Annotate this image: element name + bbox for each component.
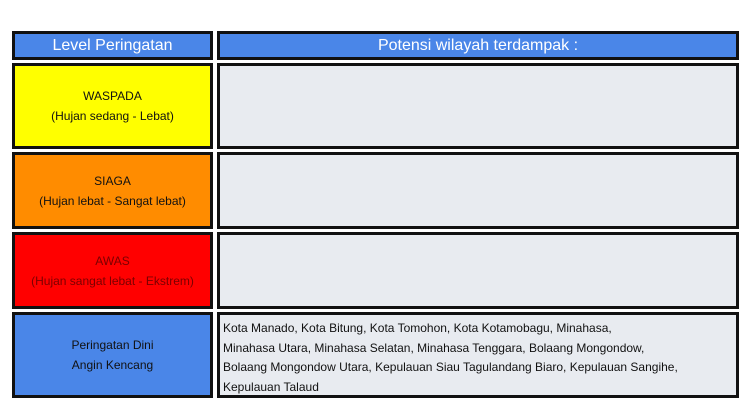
level-cell-waspada	[12, 63, 213, 149]
affected-area-line: Bolaang Mongondow Utara, Kepulauan Siau Tagulandang Biaro, Kepulauan Sangihe,	[223, 360, 678, 374]
level-subtitle: (Hujan sedang - Lebat)	[51, 109, 174, 123]
affected-area-list	[220, 315, 736, 397]
affected-area-line: Minahasa Utara, Minahasa Selatan, Minahasa Tenggara, Bolaang Mongondow,	[223, 340, 645, 355]
level-column-header	[12, 31, 213, 60]
level-subtitle: Angin Kencang	[71, 358, 154, 372]
area-cell-waspada	[217, 63, 739, 149]
level-name: SIAGA	[94, 173, 131, 188]
level-cell-angin-kencang	[12, 312, 213, 398]
level-cell-awas	[12, 232, 213, 309]
affected-area-line: Kepulauan Talaud	[223, 379, 319, 394]
affected-area-line: Kota Manado, Kota Bitung, Kota Tomohon, Kota Kotamobagu, Minahasa,	[223, 321, 612, 335]
area-cell-awas	[217, 232, 739, 309]
area-column-header	[217, 31, 739, 60]
area-cell-siaga	[217, 152, 739, 229]
level-subtitle: (Hujan sangat lebat - Ekstrem)	[31, 273, 194, 288]
level-name: WASPADA	[83, 89, 142, 103]
level-column-header-label: Level Peringatan	[52, 36, 173, 54]
area-column-header-label: Potensi wilayah terdampak :	[377, 36, 579, 54]
level-name: Peringatan Dini	[71, 338, 154, 352]
area-cell-angin-kencang	[217, 312, 739, 398]
level-name: AWAS	[95, 253, 130, 268]
level-subtitle: (Hujan lebat - Sangat lebat)	[39, 193, 186, 208]
level-cell-siaga	[12, 152, 213, 229]
